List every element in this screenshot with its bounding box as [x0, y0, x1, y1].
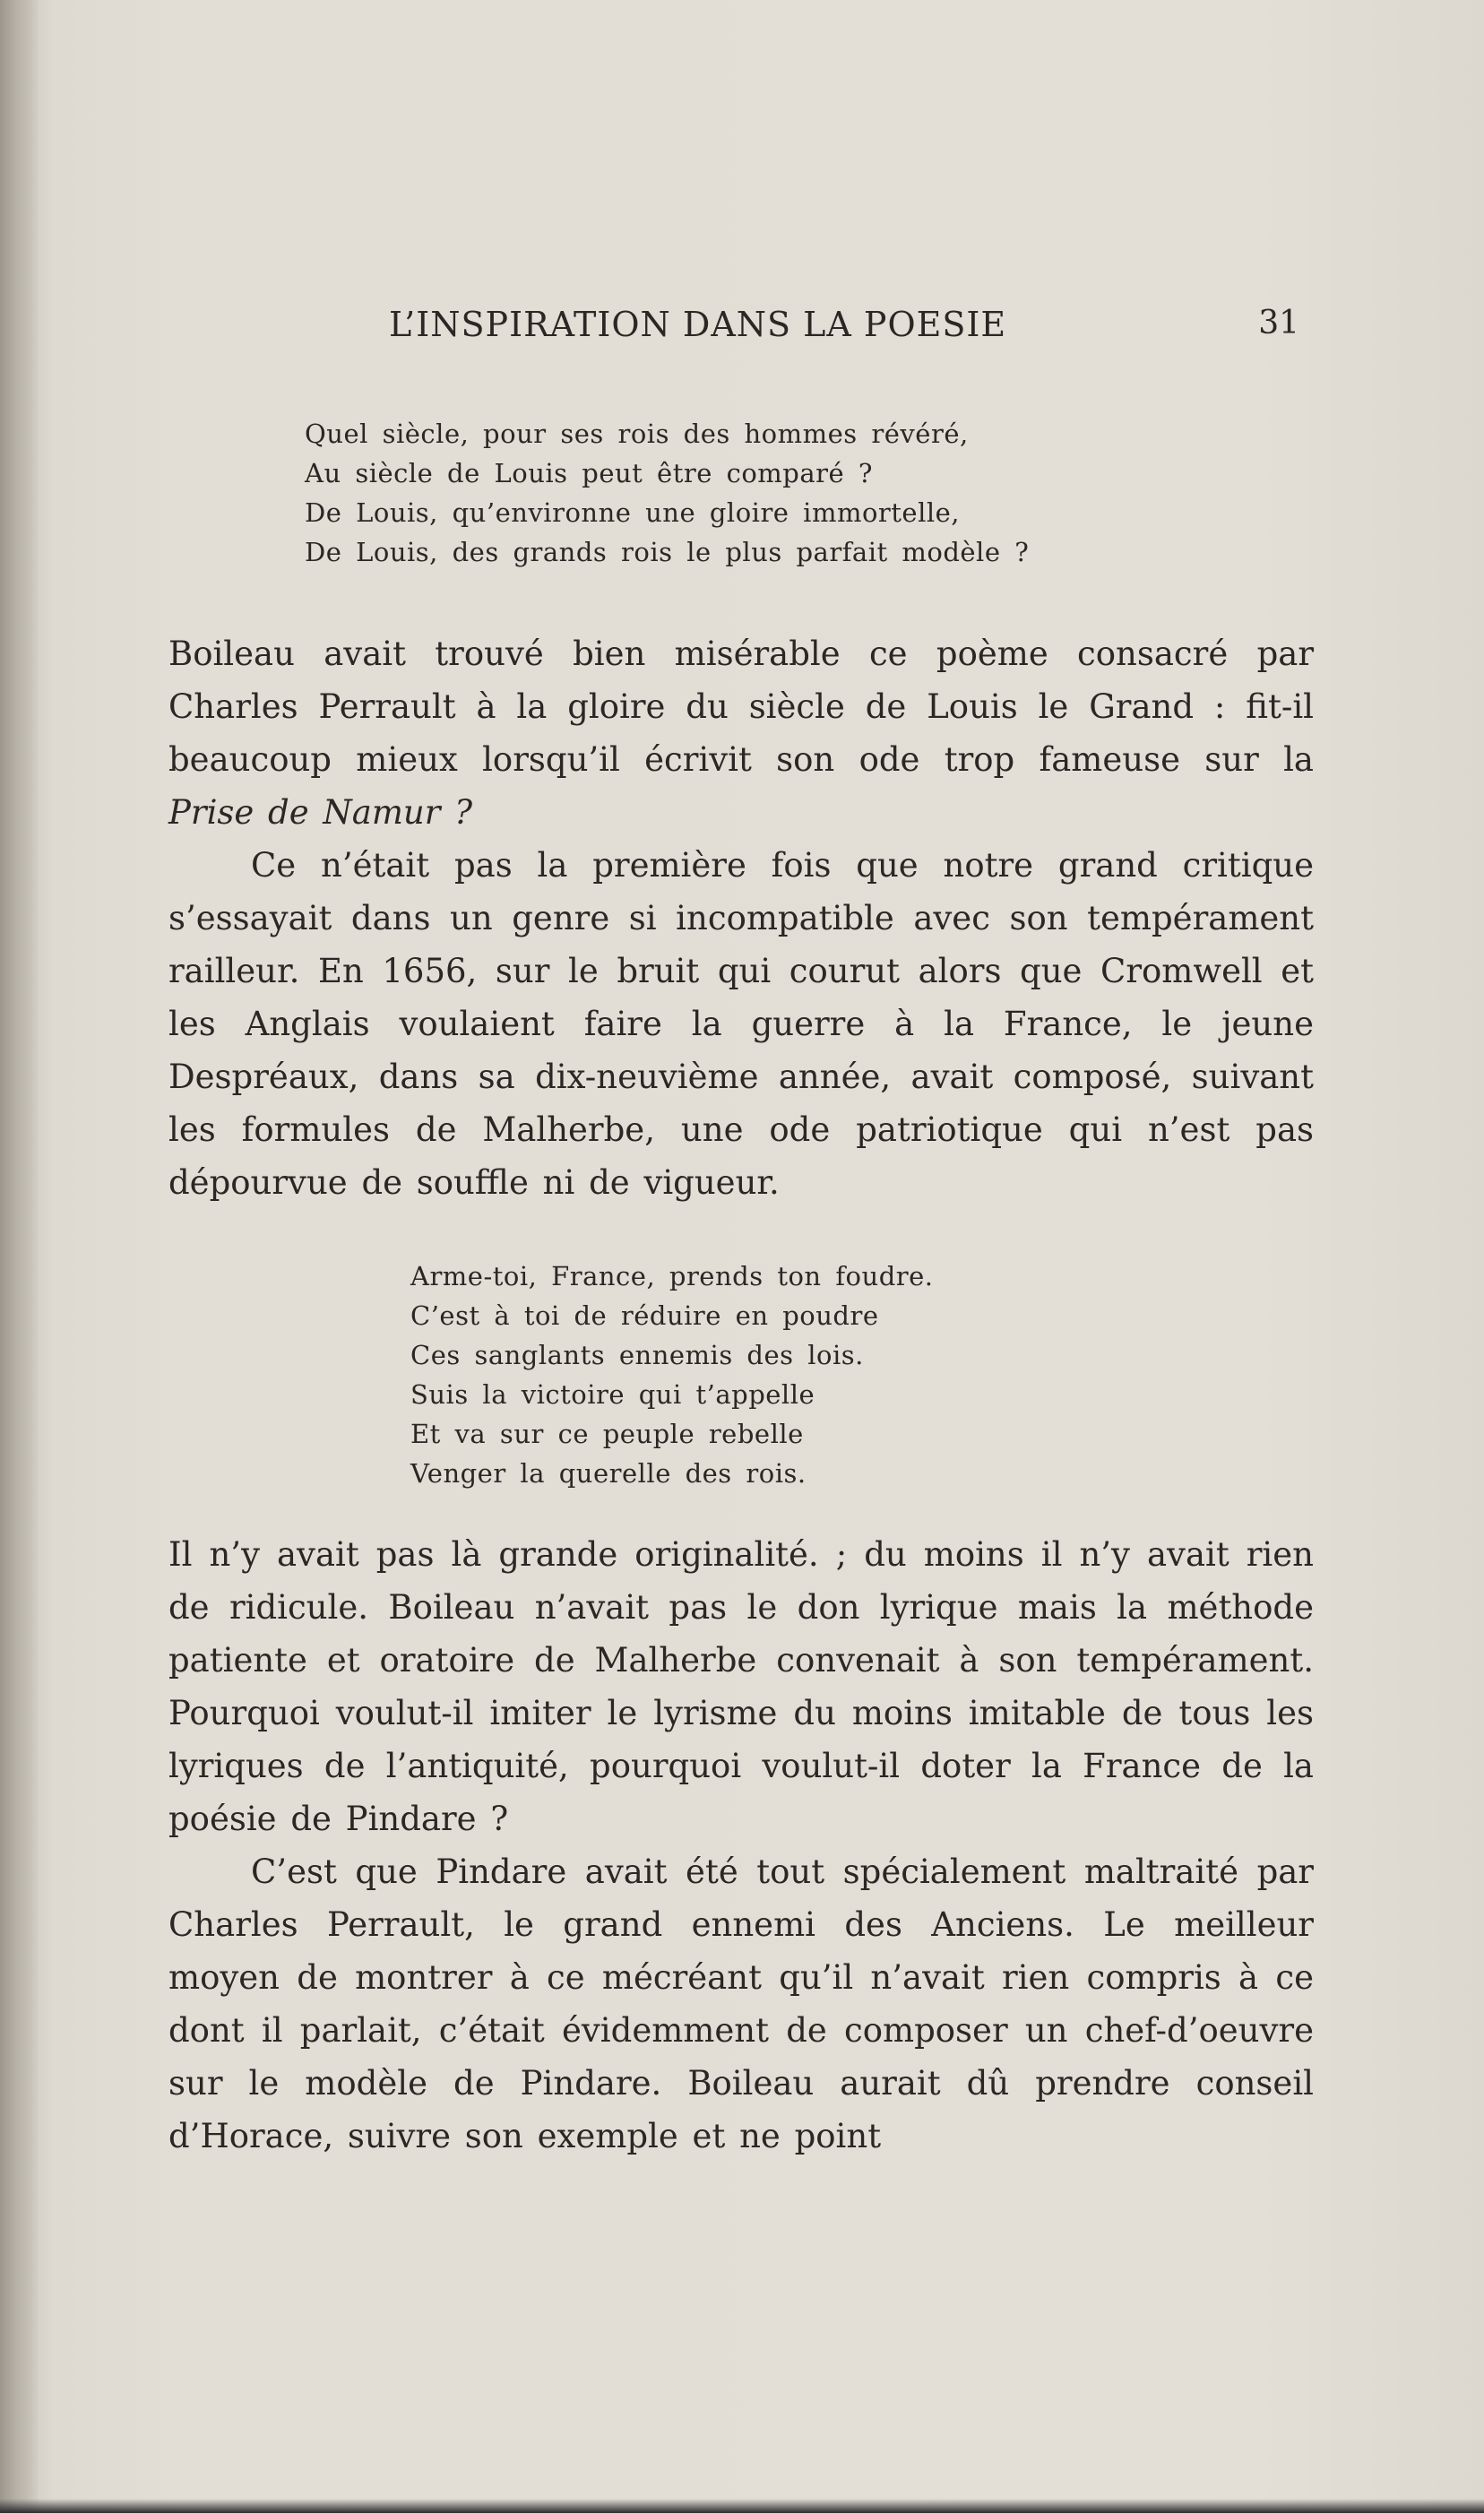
verse-line: Venger la querelle des rois.: [410, 1458, 807, 1489]
verse-line: C’est à toi de réduire en poudre: [410, 1300, 879, 1331]
verse-line: Et va sur ce peuple rebelle: [410, 1419, 804, 1449]
paragraph: [168, 627, 1314, 839]
paragraph-text: Boileau avait trouvé bien misérable ce poème consacré par Charles Perrault à la gloire du siècle de Louis le Grand : fit-il beaucoup mieux lorsqu’il écrivit son ode trop fameuse sur la: [168, 635, 1314, 779]
verse-line: Arme-toi, France, prends ton foudre.: [410, 1261, 934, 1291]
work-title: Prise de Namur ?: [168, 793, 473, 832]
prose-block-1: [168, 627, 1314, 1209]
binding-gutter-shadow: [0, 0, 39, 2513]
page-bottom-edge: [0, 2499, 1484, 2513]
paragraph: Ce n’était pas la première fois que notre grand critique s’essayait dans un genre si incompatible avec son tempérament railleur. En 1656, sur le bruit qui courut alors que Cromwell et les Anglais voulaient faire la guerre à la France, le jeune Despréaux, dans sa dix-neuvième année, avait composé, suivant les formules de Malherbe, une ode patriotique qui n’est pas dépourvue de souffle ni de vigueur.: [168, 846, 1314, 1202]
verse-line: Suis la victoire qui t’appelle: [410, 1379, 815, 1410]
verse-quote-perrault: [305, 414, 1029, 572]
verse-line: De Louis, qu’environne une gloire immortelle,: [305, 497, 961, 528]
verse-line: Quel siècle, pour ses rois des hommes révéré,: [305, 419, 969, 449]
verse-quote-ode: [410, 1256, 934, 1493]
running-title: L’INSPIRATION DANS LA POESIE: [389, 305, 1007, 344]
page-number: 31: [1258, 305, 1299, 341]
verse-line: De Louis, des grands rois le plus parfait modèle ?: [305, 537, 1030, 567]
prose-block-2: [168, 1528, 1314, 2163]
paragraph: Il n’y avait pas là grande originalité. ; du moins il n’y avait rien de ridicule. Boileau n’avait pas le don lyrique mais la méthode patiente et oratoire de Malherbe convenait à son tempérament. Pourquoi voulut-il imiter le lyrisme du moins imitable de tous les lyriques de l’antiquité, pourquoi voulut-il doter la France de la poésie de Pindare ?: [168, 1535, 1314, 1838]
paragraph: C’est que Pindare avait été tout spécialement maltraité par Charles Perrault, le grand ennemi des Anciens. Le meilleur moyen de montrer à ce mécréant qu’il n’avait rien compris à ce dont il parlait, c’était évidemment de composer un chef-d’oeuvre sur le modèle de Pindare. Boileau aurait dû prendre conseil d’Horace, suivre son exemple et ne point: [168, 1852, 1314, 2155]
verse-line: Ces sanglants ennemis des lois.: [410, 1340, 864, 1370]
verse-line: Au siècle de Louis peut être comparé ?: [305, 458, 873, 488]
running-head: [170, 305, 1299, 350]
